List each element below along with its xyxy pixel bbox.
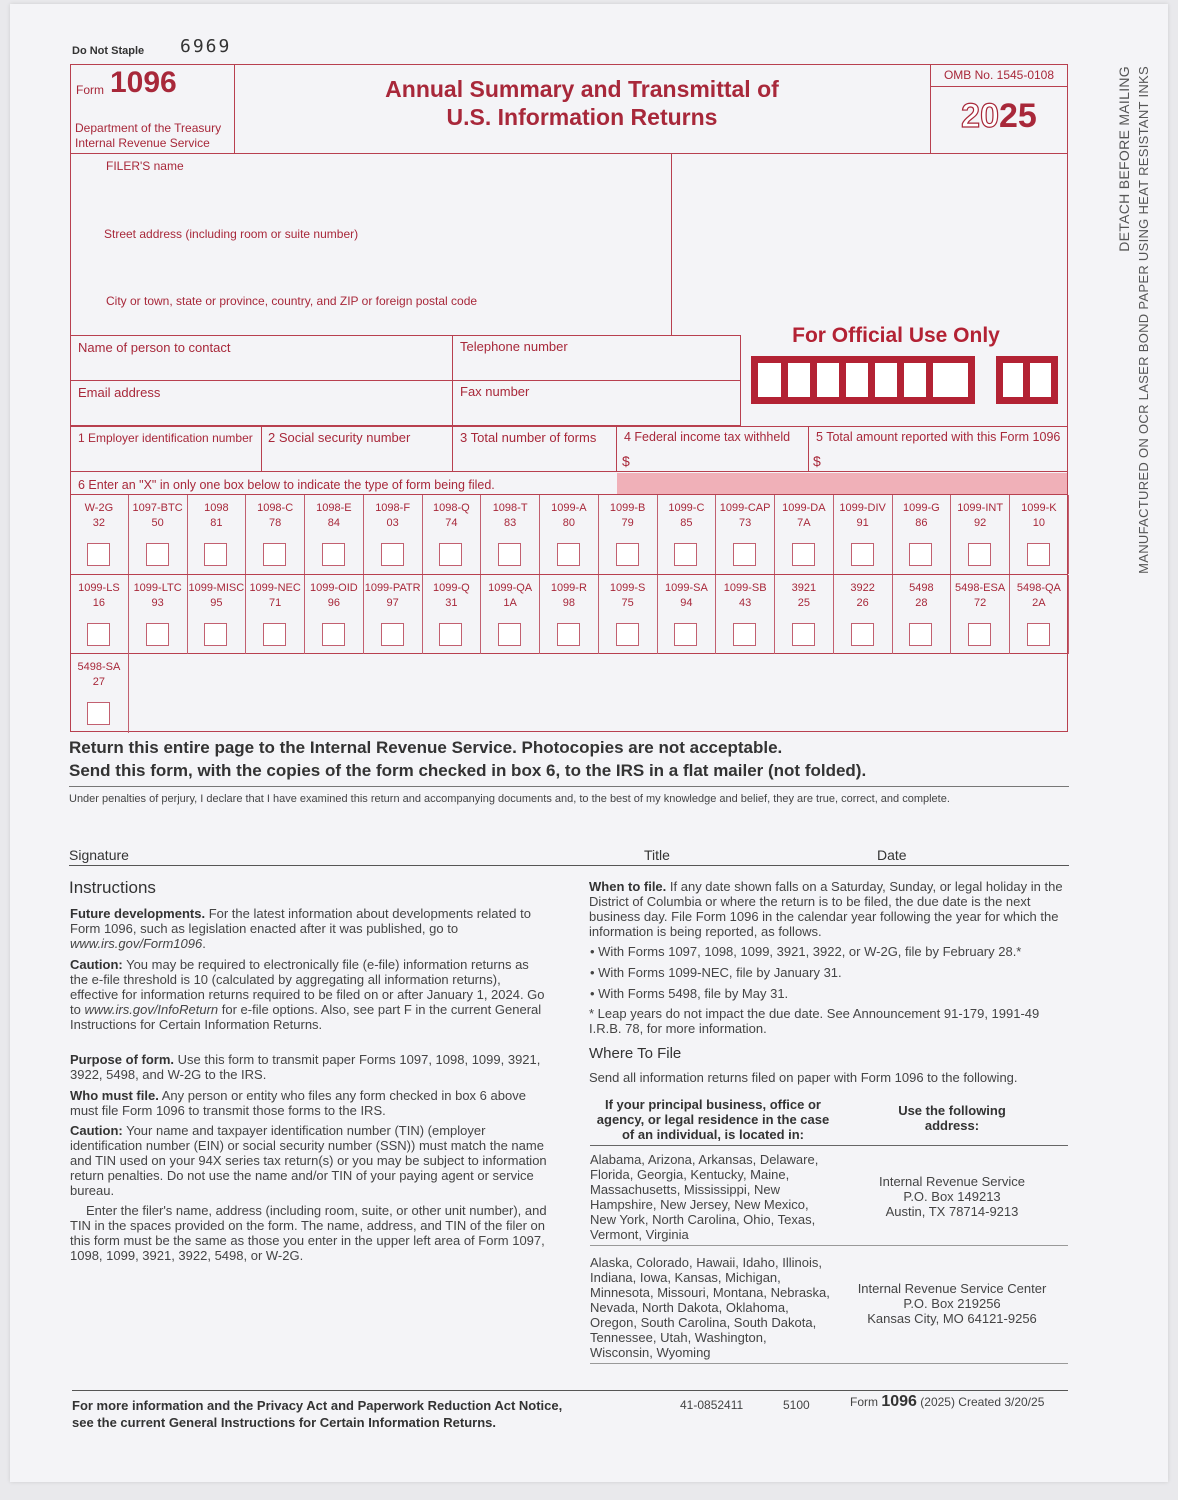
form-type-name: 1099-PATR xyxy=(364,582,421,594)
signature-label: Signature xyxy=(69,847,129,863)
form-type-code: 75 xyxy=(621,597,634,609)
form-type-name: 1099-C xyxy=(668,502,705,514)
caution-tin: Caution: Your name and taxpayer identification number (TIN) (employer identification number (EIN) or social security number (SSN)) must match the name and TIN used on your 94X series tax return(s) or you may be subject to information return penalties. Do not use the name and/or TIN of your paying agent or service bureau. xyxy=(70,1123,547,1198)
form-type-code: 96 xyxy=(327,597,340,609)
street-address-label: Street address (including room or suite number) xyxy=(104,227,359,241)
where-to-file-intro: Send all information returns filed on paper with Form 1096 to the following. xyxy=(589,1070,1018,1085)
form-type-code: 43 xyxy=(739,597,752,609)
perjury-statement: Under penalties of perjury, I declare that I have examined this return and accompanying documents and, to the best of my knowledge and belief, they are true, correct, and complete. xyxy=(69,793,950,805)
form-type-code: 93 xyxy=(151,597,164,609)
footer-form-id: Form 1096 (2025) Created 3/20/25 xyxy=(850,1393,1045,1410)
form-type-name: 5498-QA xyxy=(1016,582,1061,594)
form-type-name: 1098-T xyxy=(492,502,528,514)
footer-code: 5100 xyxy=(783,1398,810,1412)
form-type-checkbox[interactable] xyxy=(674,543,697,566)
form-type-checkbox[interactable] xyxy=(557,543,580,566)
form-type-checkbox[interactable] xyxy=(322,623,345,646)
omb-number: OMB No. 1545-0108 xyxy=(943,68,1055,82)
form-type-checkbox[interactable] xyxy=(1027,623,1050,646)
leap-year-note: * Leap years do not impact the due date. See Announcement 91-179, 1991-49 I.R.B. 78, for more information. xyxy=(589,1006,1040,1036)
address-column-head: Use the following address: xyxy=(898,1103,1006,1133)
form-type-1097-btc xyxy=(129,495,188,574)
form-type-1098-f xyxy=(364,495,423,574)
box3-total-forms-label[interactable]: 3 Total number of forms xyxy=(460,430,597,445)
fax-label: Fax number xyxy=(460,384,530,399)
form-type-1098-t xyxy=(481,495,540,574)
form-type-code: 73 xyxy=(739,517,752,529)
form-type-code: 84 xyxy=(327,517,340,529)
form-type-checkbox[interactable] xyxy=(204,623,227,646)
form-type-checkbox[interactable] xyxy=(616,543,639,566)
form-type-code: 2A xyxy=(1032,597,1046,609)
tax-year: 2025 xyxy=(961,97,1037,135)
form-type-checkbox[interactable] xyxy=(792,623,815,646)
form-type-code: 27 xyxy=(92,676,105,688)
box4-withheld-label[interactable]: 4 Federal income tax withheld xyxy=(624,430,791,444)
form-type-5498-sa xyxy=(70,654,129,733)
form-type-checkbox[interactable] xyxy=(439,543,462,566)
form-type-code: 92 xyxy=(974,517,987,529)
form-type-checkbox[interactable] xyxy=(792,543,815,566)
location-column-head: If your principal business, office or agency, or legal residence in the case of an individual, is located in: xyxy=(596,1097,830,1142)
form-type-name: W-2G xyxy=(84,502,114,514)
form-type-checkbox[interactable] xyxy=(557,623,580,646)
contact-name-label: Name of person to contact xyxy=(78,340,231,355)
form-type-name: 1099-MISC xyxy=(188,582,245,594)
form-type-name: 1099-CAP xyxy=(719,502,771,514)
detach-notice: DETACH BEFORE MAILING xyxy=(1116,66,1132,252)
form-word: Form xyxy=(76,83,104,97)
handwritten-code: 6969 xyxy=(180,36,232,57)
official-use-boxes xyxy=(751,356,975,404)
filer-name-label: FILER'S name xyxy=(106,159,184,173)
form-type-checkbox[interactable] xyxy=(498,543,521,566)
form-type-checkbox[interactable] xyxy=(851,623,874,646)
official-use-boxes-2 xyxy=(996,356,1058,404)
form-type-checkbox[interactable] xyxy=(146,543,169,566)
form-type-1099-c xyxy=(658,495,717,574)
form-type-code: 16 xyxy=(92,597,105,609)
form-type-checkbox[interactable] xyxy=(87,543,110,566)
form-type-name: 1098-Q xyxy=(433,502,470,514)
form-type-checkbox[interactable] xyxy=(322,543,345,566)
form-type-name: 1099-SA xyxy=(664,582,708,594)
states-group-2: Alaska, Colorado, Hawaii, Idaho, Illinois, Indiana, Iowa, Kansas, Michigan, Minnesota, Missouri, Montana, Nebraska, Nevada, North Dakota, Oklahoma, Oregon, South Carolina, South Dakota, Tennessee, Utah, Washington, Wisconsin, Wyoming xyxy=(590,1255,830,1360)
form-type-checkbox[interactable] xyxy=(146,623,169,646)
form-type-code: 81 xyxy=(210,517,223,529)
paper-notice: MANUFACTURED ON OCR LASER BOND PAPER USING HEAT RESISTANT INKS xyxy=(1136,66,1151,574)
form-type-checkbox[interactable] xyxy=(263,543,286,566)
form-type-1098-e xyxy=(305,495,364,574)
form-type-code: 83 xyxy=(504,517,517,529)
form-type-1099-misc xyxy=(188,575,247,654)
form-type-code: 25 xyxy=(797,597,810,609)
form-type-1099-cap xyxy=(716,495,775,574)
form-type-name: 1099-LS xyxy=(78,582,120,594)
form-type-checkbox[interactable] xyxy=(498,623,521,646)
form-type-name: 1099-R xyxy=(550,582,587,594)
form-type-code: 31 xyxy=(445,597,458,609)
deadline-3: • With Forms 5498, file by May 31. xyxy=(590,986,789,1001)
form-type-checkbox[interactable] xyxy=(381,623,404,646)
form-type-1099-a xyxy=(540,495,599,574)
form-type-1099-da xyxy=(775,495,834,574)
form-type-w-2g xyxy=(70,495,129,574)
form-type-code: 74 xyxy=(445,517,458,529)
form-type-name: 1099-LTC xyxy=(133,582,182,594)
form-type-name: 5498 xyxy=(909,582,934,594)
form-type-checkbox[interactable] xyxy=(851,543,874,566)
official-use-heading: For Official Use Only xyxy=(792,324,1000,347)
form-type-5498 xyxy=(893,575,952,654)
form-type-name: 5498-ESA xyxy=(955,582,1006,594)
deadline-1: • With Forms 1097, 1098, 1099, 3921, 3922, or W-2G, file by February 28.* xyxy=(590,944,1022,959)
form-type-code: 32 xyxy=(92,517,105,529)
form-type-3921 xyxy=(775,575,834,654)
form-type-code: 95 xyxy=(210,597,223,609)
form-type-checkbox[interactable] xyxy=(263,623,286,646)
form-type-checkbox[interactable] xyxy=(87,623,110,646)
form-type-name: 3922 xyxy=(850,582,875,594)
box6-shade xyxy=(617,473,1067,494)
box2-ssn-label[interactable]: 2 Social security number xyxy=(268,430,411,445)
address-2: Internal Revenue Service Center P.O. Box 219256 Kansas City, MO 64121-9256 xyxy=(857,1281,1047,1326)
dept-line1: Department of the Treasury xyxy=(75,121,222,135)
box1-ein-label[interactable]: 1 Employer identification number xyxy=(78,431,253,445)
deadline-2: • With Forms 1099-NEC, file by January 31. xyxy=(590,965,842,980)
form-type-name: 1098-F xyxy=(375,502,411,514)
form-type-name: 3921 xyxy=(791,582,817,594)
box5-dollar: $ xyxy=(813,453,821,469)
form-type-name: 1099-S xyxy=(609,582,646,594)
where-to-file-heading: Where To File xyxy=(589,1045,682,1062)
form-type-name: 1098-C xyxy=(257,502,294,514)
form-type-name: 1099-G xyxy=(903,502,940,514)
form-type-code: 10 xyxy=(1032,517,1045,529)
privacy-notice-line2: see the current General Instructions for Certain Information Returns. xyxy=(72,1415,497,1430)
form-type-1098 xyxy=(188,495,247,574)
box5-total-label[interactable]: 5 Total amount reported with this Form 1096 xyxy=(816,430,1061,444)
form-type-code: 1A xyxy=(503,597,517,609)
form-type-name: 1099-K xyxy=(1021,502,1057,514)
form-type-1098-q xyxy=(423,495,482,574)
form-type-1099-b xyxy=(599,495,658,574)
form-type-1099-int xyxy=(951,495,1010,574)
form-type-name: 1099-NEC xyxy=(249,582,301,594)
form-number: 1096 xyxy=(110,66,177,99)
form-type-1099-q xyxy=(423,575,482,654)
future-developments: Future developments. For the latest information about developments related to Form 1096, such as legislation enacted after it was published, go to www.irs.gov/Form1096. xyxy=(70,906,531,951)
form-type-1099-qa xyxy=(481,575,540,654)
form-type-checkbox[interactable] xyxy=(968,543,991,566)
form-type-name: 1099-DIV xyxy=(839,502,886,514)
form-type-checkbox[interactable] xyxy=(439,623,462,646)
form-type-1099-s xyxy=(599,575,658,654)
box4-dollar: $ xyxy=(622,453,630,469)
form-type-checkbox[interactable] xyxy=(87,702,110,725)
form-type-checkbox[interactable] xyxy=(674,623,697,646)
title-label: Title xyxy=(644,847,670,863)
form-type-name: 1099-QA xyxy=(488,582,533,594)
form-type-checkbox[interactable] xyxy=(733,543,756,566)
form-type-name: 1099-OID xyxy=(310,582,358,594)
catalog-number: 41-0852411 xyxy=(680,1398,744,1412)
form-type-name: 1099-DA xyxy=(782,502,826,514)
form-type-1099-sb xyxy=(716,575,775,654)
box6-label: 6 Enter an "X" in only one box below to indicate the type of form being filed. xyxy=(78,478,495,492)
form-type-1099-oid xyxy=(305,575,364,654)
purpose-of-form: Purpose of form. Use this form to transmit paper Forms 1097, 1098, 1099, 3921, 3922, 5498, and W-2G to the IRS. xyxy=(70,1052,541,1082)
signature-line[interactable] xyxy=(69,865,1069,866)
form-type-code: 85 xyxy=(680,517,693,529)
form-type-1098-c xyxy=(246,495,305,574)
form-type-1099-r xyxy=(540,575,599,654)
form-title-line1: Annual Summary and Transmittal of xyxy=(385,76,779,102)
form-type-code: 7A xyxy=(797,517,811,529)
form-type-name: 1099-INT xyxy=(957,502,1004,514)
form-type-1099-div xyxy=(834,495,893,574)
form-type-name: 1098 xyxy=(204,502,229,514)
form-type-1099-nec xyxy=(246,575,305,654)
form-type-name: 1097-BTC xyxy=(132,502,183,514)
form-type-1099-sa xyxy=(658,575,717,654)
form-type-checkbox[interactable] xyxy=(1027,543,1050,566)
form-type-name: 1098-E xyxy=(316,502,352,514)
date-label: Date xyxy=(877,847,907,863)
instructions-heading: Instructions xyxy=(69,878,156,897)
form-type-code: 28 xyxy=(915,597,928,609)
form-type-code: 71 xyxy=(269,597,282,609)
address-1: Internal Revenue Service P.O. Box 149213 Austin, TX 78714-9213 xyxy=(879,1174,1025,1219)
form-type-name: 5498-SA xyxy=(77,661,121,673)
form-type-name: 1099-B xyxy=(609,502,646,514)
form-type-checkbox[interactable] xyxy=(968,623,991,646)
form-type-code: 91 xyxy=(856,517,869,529)
form-title-line2: U.S. Information Returns xyxy=(446,104,718,130)
form-type-checkbox[interactable] xyxy=(616,623,639,646)
form-type-checkbox[interactable] xyxy=(733,623,756,646)
form-type-code: 03 xyxy=(386,517,399,529)
form-type-code: 86 xyxy=(915,517,928,529)
form-type-checkbox[interactable] xyxy=(204,543,227,566)
form-type-code: 97 xyxy=(386,597,399,609)
form-type-1099-g xyxy=(893,495,952,574)
form-type-5498-esa xyxy=(951,575,1010,654)
form-type-code: 72 xyxy=(974,597,987,609)
form-type-code: 80 xyxy=(562,517,575,529)
email-label: Email address xyxy=(78,385,161,400)
form-type-name: 1099-A xyxy=(551,502,587,514)
telephone-label: Telephone number xyxy=(460,339,568,354)
form-type-name: 1099-Q xyxy=(433,582,470,594)
form-type-code: 26 xyxy=(856,597,869,609)
form-type-checkbox[interactable] xyxy=(909,543,932,566)
form-type-code: 79 xyxy=(621,517,634,529)
form-type-1099-ls xyxy=(70,575,129,654)
form-type-1099-ltc xyxy=(129,575,188,654)
enter-filer-info: Enter the filer's name, address (including room, suite, or other unit number), and TIN in the spaces provided on the form. The name, address, and TIN of the filer on this form must be the same as those you enter in the upper left area of Form 1097, 1098, 1099, 3921, 3922, 5498, or W-2G. xyxy=(70,1203,547,1263)
when-to-file: When to file. If any date shown falls on a Saturday, Sunday, or legal holiday in the District of Columbia or where the return is to be filed, the due date is the next business day. File Form 1096 in the calendar year following the year for which the information is being reported, as follows. xyxy=(589,879,1063,939)
form-type-name: 1099-SB xyxy=(723,582,767,594)
caution-efile: Caution: You may be required to electronically file (e-file) information returns as the e-file threshold is 10 (calculated by aggregating all information returns), effective for information returns required to be filed on or after January 1, 2024. Go to www.irs.gov/InfoReturn for e-file options. Also, see part F in the current General Instructions for Certain Information Returns. xyxy=(70,957,545,1032)
form-type-1099-patr xyxy=(364,575,423,654)
form-type-code: 50 xyxy=(151,517,164,529)
dept-line2: Internal Revenue Service xyxy=(75,136,210,150)
form-type-checkbox[interactable] xyxy=(909,623,932,646)
form-type-1099-k xyxy=(1010,495,1069,574)
form-type-5498-qa xyxy=(1010,575,1069,654)
do-not-staple: Do Not Staple xyxy=(72,45,145,57)
form-type-checkbox[interactable] xyxy=(381,543,404,566)
form-type-code: 94 xyxy=(680,597,693,609)
form-type-3922 xyxy=(834,575,893,654)
mailer-notice: Send this form, with the copies of the form checked in box 6, to the IRS in a flat mailer (not folded). xyxy=(69,761,867,780)
city-label: City or town, state or province, country, and ZIP or foreign postal code xyxy=(106,294,478,308)
return-notice: Return this entire page to the Internal Revenue Service. Photocopies are not acceptable. xyxy=(69,738,783,757)
states-group-1: Alabama, Arizona, Arkansas, Delaware, Florida, Georgia, Kentucky, Maine, Massachusetts, Mississippi, New Hampshire, New Jersey, New Mexico, New York, North Carolina, Ohio, Texas, Vermont, Virginia xyxy=(590,1152,819,1242)
form-type-code: 78 xyxy=(269,517,282,529)
form-type-code: 98 xyxy=(562,597,575,609)
privacy-notice-line1: For more information and the Privacy Act and Paperwork Reduction Act Notice, xyxy=(72,1398,563,1413)
who-must-file: Who must file. Any person or entity who files any form checked in box 6 above must file Form 1096 to transmit those forms to the IRS. xyxy=(70,1088,526,1118)
